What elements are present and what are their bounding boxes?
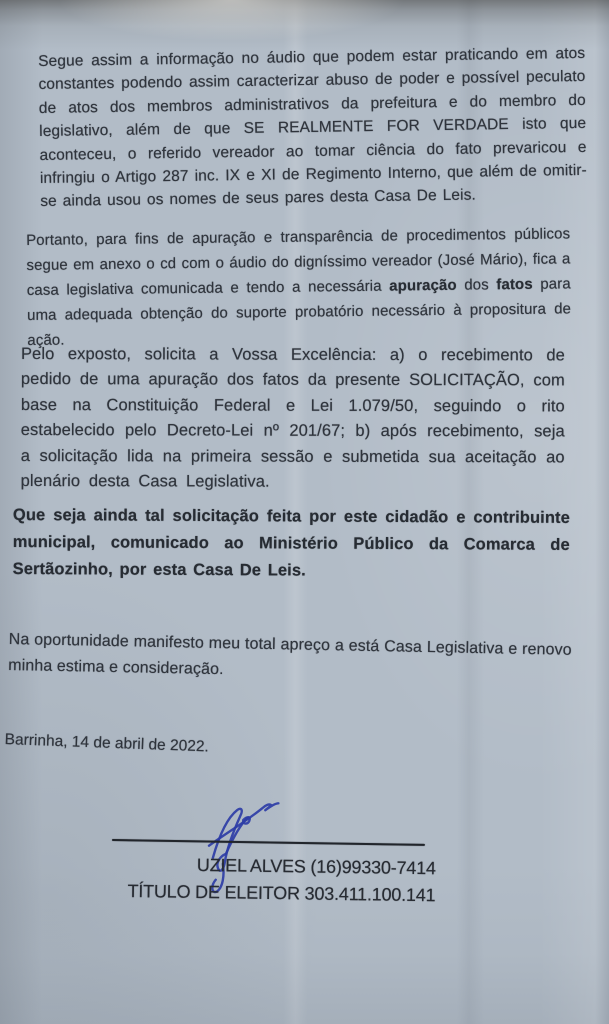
paragraph-apuracao-bold-apuracao: apuração [389, 276, 457, 295]
paragraph-intro-audio: Segue assim a informação no áudio que podem estar praticando em atos constantes podendo assim caracterizar abuso de poder e possível peculato de atos dos membros administrativos da prefeitura e do membro do legislativo, além de que SE REALMENTE FOR VERDADE isto que aconteceu, o referido vereador ao tomar ciência do fato prevaricou e infringiu o Artigo 287 inc. IX e XI de Regimento Interno, que além de omitir-se ainda usou os nomes de seus pares desta Casa De Leis. [38, 44, 587, 210]
signer-name-phone: UZIEL ALVES (16)99330-7414 [196, 854, 436, 879]
date-line: Barrinha, 14 de abril de 2022. [4, 731, 210, 756]
paragraph-ministerio-publico: Que seja ainda tal solicitação feita por este cidadão e contribuinte municipal, comunicado ao Ministério Público da Comarca de Sertãozinho, por esta Casa De Leis. [12, 505, 570, 580]
paragraph-apuracao-text-2: dos [456, 276, 497, 294]
signature-block [127, 851, 436, 909]
paragraph-apuracao-text-3: para uma adequada obtenção do suporte probatório necessário à propositura de ação. [26, 275, 572, 349]
paragraph-solicitacao: Pelo exposto, solicita a Vossa Excelência: a) o recebimento de pedido de uma apuração dos fatos da presente SOLICITAÇÃO, com base na Constituição Federal e Lei 1.079/50, seguindo o rito estabelecido pelo Decreto-Lei nº 201/67; b) após recebimento, seja a solicitação lida na primeira sessão e submetida sua aceitação ao plenário desta Casa Legislativa. [20, 344, 565, 491]
paragraph-apuracao-text-1: Portanto, para fins de apuração e transparência de procedimentos públicos segue em anexo o cd com o áudio do digníssimo vereador (José Mário), fica a casa legislativa comunicada e tendo a necessária [26, 225, 571, 299]
paragraph-apuracao-bold-fatos: fatos [496, 275, 533, 294]
paragraph-apuracao [26, 221, 571, 353]
paragraph-apreco: Na oportunidade manifesto meu total apreço a está Casa Legislativa e renovo minha estima e consideração. [8, 630, 572, 678]
signer-voter-title: TÍTULO DE ELEITOR 303.411.100.141 [127, 880, 436, 906]
